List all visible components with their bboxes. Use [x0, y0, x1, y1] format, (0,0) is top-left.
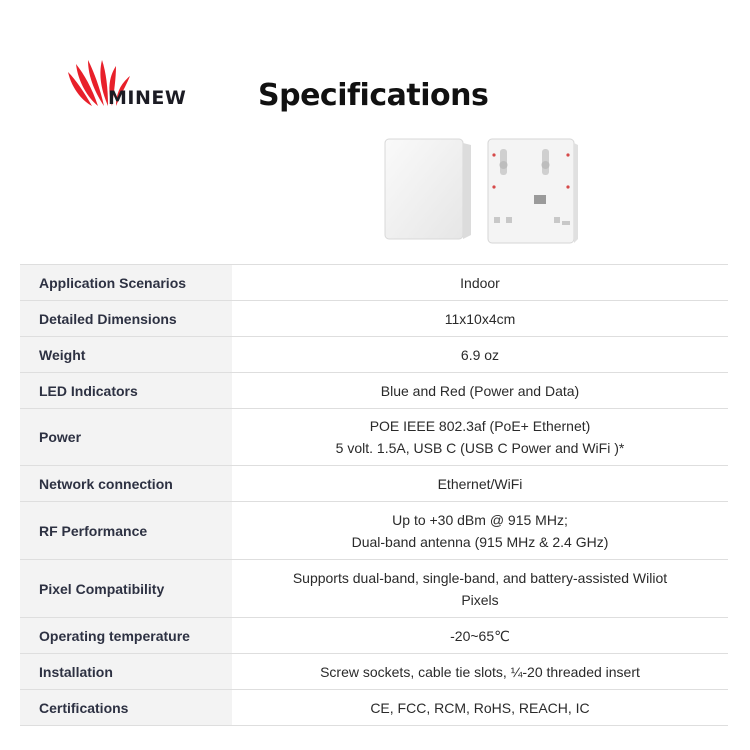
spec-value: Indoor — [460, 274, 500, 291]
spec-row-pixel-compatibility — [20, 560, 728, 618]
spec-row-power — [20, 409, 728, 466]
spec-value: -20~65℃ — [450, 627, 510, 644]
spec-row-led-indicators — [20, 373, 728, 409]
spec-label: Weight — [20, 337, 232, 373]
spec-row-installation — [20, 654, 728, 690]
spec-value: 6.9 oz — [460, 346, 500, 363]
spec-row-operating-temperature — [20, 618, 728, 654]
spec-row-rf-performance — [20, 502, 728, 560]
spec-label: Certifications — [20, 690, 232, 726]
spec-label: Operating temperature — [20, 618, 232, 654]
spec-value: Supports dual-band, single-band, and battery-assisted Wiliot Pixels — [292, 569, 668, 608]
device-back-image — [484, 137, 580, 247]
spec-value: CE, FCC, RCM, RoHS, REACH, IC — [370, 699, 590, 716]
spec-row-network-connection — [20, 466, 728, 502]
spec-value: Screw sockets, cable tie slots, ¼-20 threaded insert — [320, 663, 640, 680]
spec-value: Blue and Red (Power and Data) — [380, 382, 580, 399]
spec-label: Network connection — [20, 466, 232, 502]
spec-row-certifications — [20, 690, 728, 726]
specifications-table — [20, 264, 728, 726]
spec-value: Ethernet/WiFi — [437, 475, 523, 492]
spec-label: Detailed Dimensions — [20, 301, 232, 337]
spec-label: LED Indicators — [20, 373, 232, 409]
spec-label: RF Performance — [20, 502, 232, 560]
spec-row-application-scenarios — [20, 265, 728, 301]
spec-label: Power — [20, 409, 232, 466]
spec-label: Installation — [20, 654, 232, 690]
spec-value: POE IEEE 802.3af (PoE+ Ethernet) 5 volt. 1.5A, USB C (USB C Power and WiFi )* — [335, 418, 625, 456]
minew-logo — [62, 58, 202, 118]
spec-value: Up to +30 dBm @ 915 MHz; Dual-band antenna (915 MHz & 2.4 GHz) — [351, 511, 609, 550]
spec-row-weight — [20, 337, 728, 373]
spec-row-detailed-dimensions — [20, 301, 728, 337]
brand-name: MINEW — [108, 87, 187, 109]
spec-label: Pixel Compatibility — [20, 560, 232, 618]
spec-label: Application Scenarios — [20, 265, 232, 301]
page-title: Specifications — [258, 78, 489, 113]
spec-value: 11x10x4cm — [444, 310, 516, 327]
device-front-image — [383, 137, 475, 243]
